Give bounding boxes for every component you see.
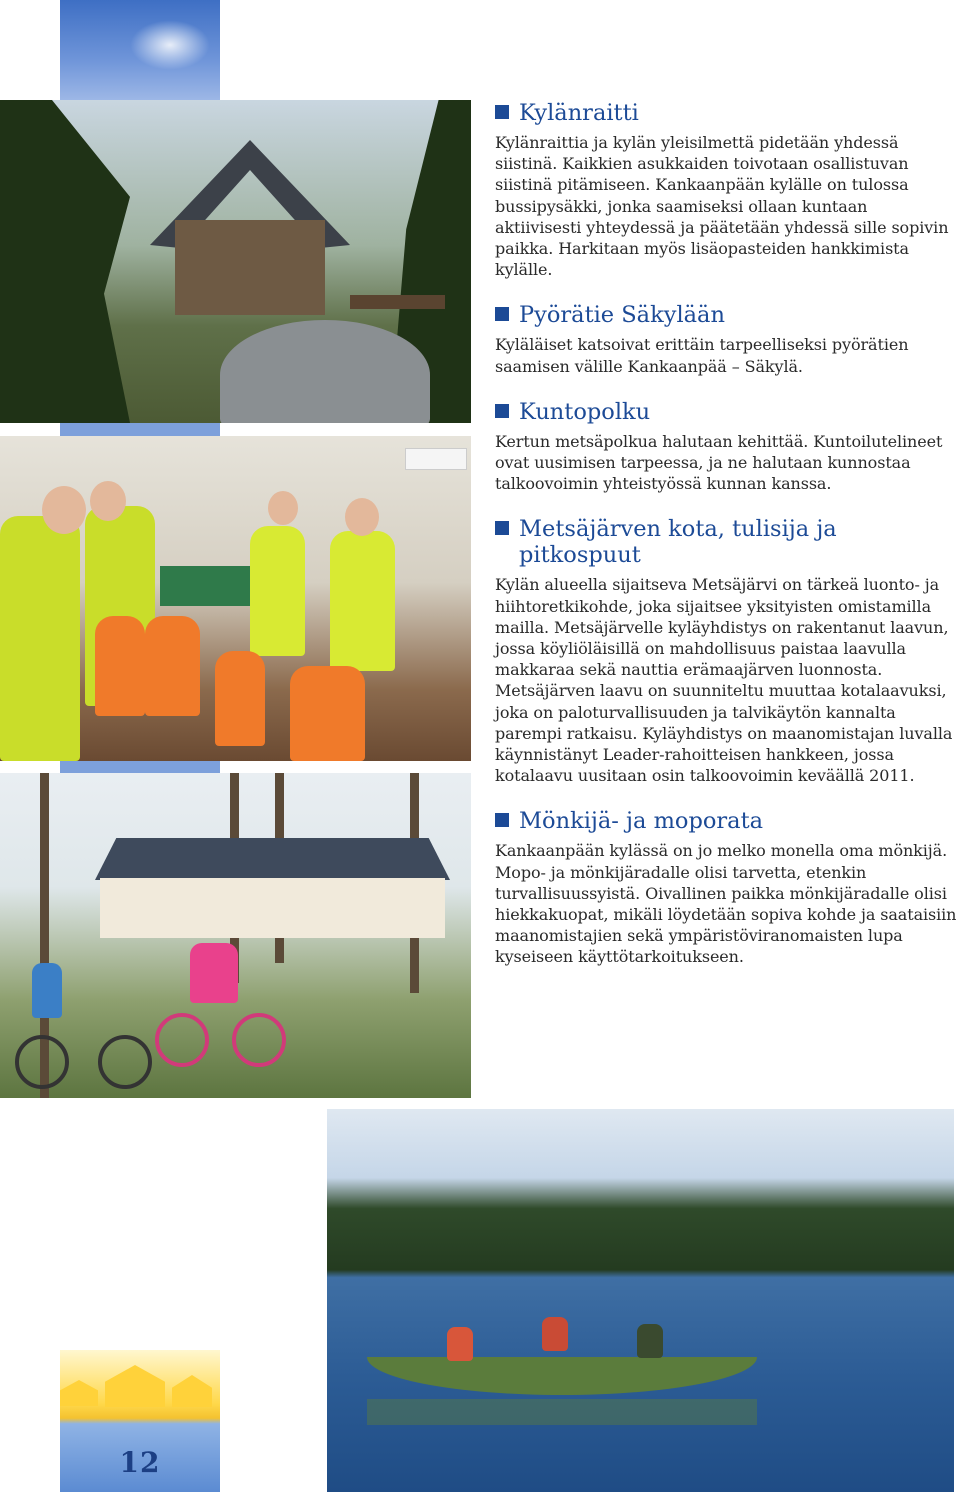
heading-text: Mönkijä- ja moporata: [519, 808, 764, 835]
paddler: [542, 1317, 568, 1351]
section-body: Kyläläiset katsoivat erittäin tarpeelliseksi pyörätien saamisen välille Kankaanpää – Säkylä.: [495, 335, 909, 376]
head: [268, 491, 298, 525]
adult-figure: [250, 526, 305, 656]
head: [90, 481, 126, 521]
section-pyoratie: [495, 302, 957, 376]
square-bullet-icon: [495, 307, 509, 321]
section-metsajarvi: [495, 516, 957, 786]
square-bullet-icon: [495, 404, 509, 418]
photo-forest-cabin: [0, 100, 471, 423]
blue-tab: [60, 423, 220, 437]
head: [42, 486, 86, 534]
sky-decoration: [60, 0, 220, 100]
child-figure: [290, 666, 365, 761]
section-heading: [495, 100, 957, 126]
section-body: Kertun metsäpolkua halutaan kehittää. Kuntoilutelineet ovat uusimisen tarpeessa, ja ne halutaan kunnostaa talkoovoimin yhteistyössä kunnan kanssa.: [495, 431, 943, 494]
air-conditioner: [405, 448, 467, 470]
section-monkijarata: [495, 808, 957, 967]
text-column: [495, 100, 957, 988]
cabin-wall: [175, 220, 325, 315]
house-wall: [100, 878, 445, 938]
section-kuntopolku: [495, 399, 957, 495]
bike-wheel: [232, 1013, 286, 1067]
adult-figure: [330, 531, 395, 671]
section-body: Kankaanpään kylässä on jo melko monella oma mönkijä. Mopo- ja mönkijäradalle olisi tarvetta, etenkin turvallisuussyistä. Oivallinen paikka mönkijäradalle olisi hiekkakuopat, mikäli löydetään sopiva kohde ja saataisiin maanomistajien sekä ympäristöviranomaisten lupa kyseiseen käyttötarkoitukseen.: [495, 841, 957, 967]
child-blue-jacket: [32, 963, 62, 1018]
canoe-reflection: [367, 1399, 757, 1425]
bike-wheel: [98, 1035, 152, 1089]
photo-group-in-vests: [0, 436, 471, 761]
section-body: Kylänraittia ja kylän yleisilmettä pidetään yhdessä siistinä. Kaikkien asukkaiden toivotaan osallistuvan siistinä pitämiseen. Kankaanpään kylälle on tulossa bussipysäkki, jonka saamiseksi ollaan kuntaan aktiivisesti yhteydessä ja päätetään yhdessä sille sopivin paikka. Harkitaan myös lisäopasteiden hankkimista kylälle.: [495, 133, 949, 280]
picnic-table: [350, 295, 445, 309]
child-pink-jacket: [190, 943, 238, 1003]
tree-shape: [0, 100, 130, 423]
section-body: Kylän alueella sijaitseva Metsäjärvi on tärkeä luonto- ja hiihtoretkikohde, joka sijaitsee yksityisten omistamilla mailla. Metsäjärvelle kyläyhdistys on rakentanut laavun, jossa köyliöläisillä on mahdollisuus paistaa laavulla makkaraa sekä nauttia erämaajärven luonnosta. Metsäjärven laavu on suunniteltu muuttaa kotalaavuksi, joka on paloturvallisuuden ja talvikäytön kannalta parempi ratkaisu. Kyläyhdistys on maanomistajan luvalla käynnistänyt Leader-rahoitteisen hankkeen, jossa kotalaavu uusitaan osin talkoovoimin keväällä 2011.: [495, 575, 953, 786]
child-figure: [215, 651, 265, 746]
square-bullet-icon: [495, 813, 509, 827]
head: [345, 498, 379, 536]
section-heading: [495, 399, 957, 425]
paddler: [447, 1327, 473, 1361]
photo-canoe-lake: [327, 1109, 954, 1492]
child-figure: [145, 616, 200, 716]
section-heading: [495, 516, 957, 568]
square-bullet-icon: [495, 105, 509, 119]
house-silhouette-icon: [60, 1380, 98, 1406]
house-roof: [95, 838, 450, 880]
bike-wheel: [15, 1035, 69, 1089]
bike-wheel: [155, 1013, 209, 1067]
heading-text: Kylänraitti: [519, 100, 639, 126]
page-number: 12: [119, 1446, 161, 1479]
heading-text: Pyörätie Säkylään: [519, 302, 725, 329]
section-kylanraitti: [495, 100, 957, 280]
canoe: [367, 1357, 757, 1395]
house-silhouette-icon: [105, 1365, 165, 1407]
section-heading: [495, 302, 957, 328]
pool-table: [160, 566, 250, 606]
section-heading: [495, 808, 957, 834]
stone-path: [220, 320, 430, 423]
paddler: [637, 1324, 663, 1358]
heading-text: Metsäjärven kota, tulisija ja pitkospuut: [519, 516, 837, 569]
adult-figure: [0, 516, 80, 761]
photo-house-kids-bikes: [0, 773, 471, 1098]
house-silhouette-icon: [172, 1375, 212, 1407]
square-bullet-icon: [495, 521, 509, 535]
heading-text: Kuntopolku: [519, 398, 651, 425]
child-figure: [95, 616, 145, 716]
